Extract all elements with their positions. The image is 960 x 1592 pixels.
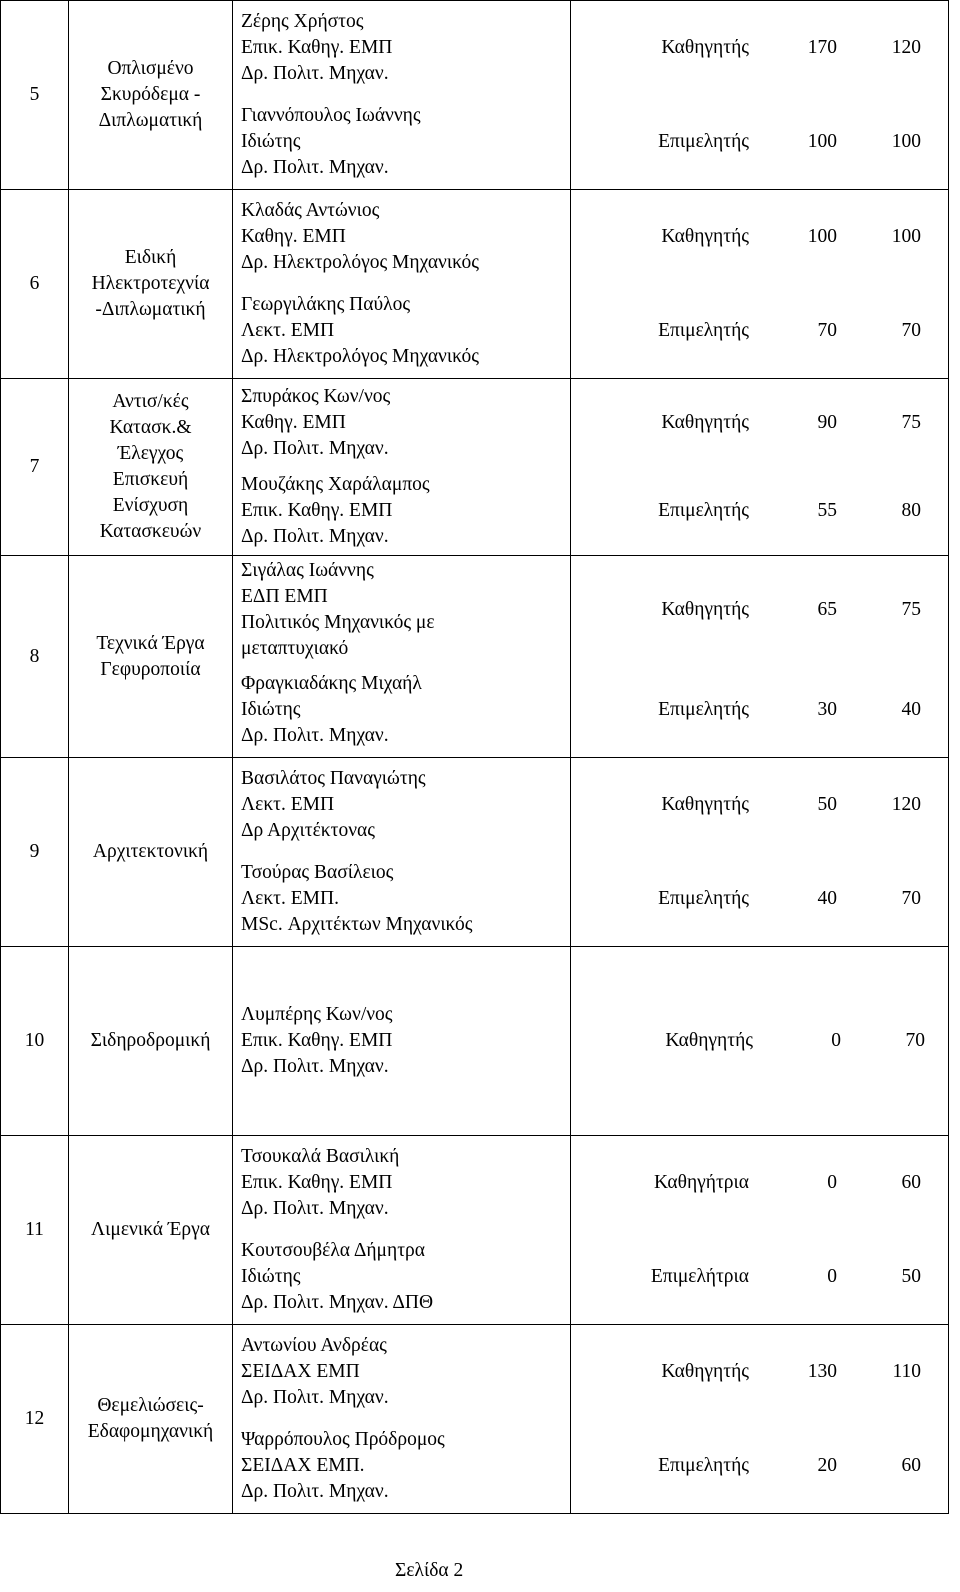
- position-entry: [571, 379, 948, 467]
- instructor-entry: [233, 556, 570, 663]
- table-row: [1, 1, 949, 190]
- instructor-entry: [233, 852, 570, 946]
- instructor-line: Σιγάλας Ιωάννης: [241, 559, 374, 581]
- table-row: [1, 1325, 949, 1514]
- position-title: Καθηγητής: [661, 598, 749, 620]
- course-name: [69, 1, 233, 190]
- position-entry: [571, 556, 948, 663]
- instructor-line: Καθηγ. ΕΜΠ: [241, 412, 346, 433]
- row-number: 12: [1, 1325, 69, 1514]
- course-line: Οπλισμένο: [107, 58, 194, 79]
- row-number: 6: [1, 190, 69, 379]
- instructor-line: Σπυράκος Κων/νος: [241, 386, 391, 407]
- instructor-line: MSc. Αρχιτέκτων Μηχανικός: [241, 914, 473, 935]
- position-entry: [571, 467, 948, 555]
- instructor-line: Δρ. Ηλεκτρολόγος Μηχανικός: [241, 346, 479, 367]
- course-line: Εδαφομηχανική: [87, 1421, 214, 1442]
- course-name: [69, 556, 233, 758]
- instructor-line: Δρ. Πολιτ. Μηχαν. ΔΠΘ: [241, 1292, 434, 1313]
- course-name: [69, 190, 233, 379]
- row-number: 7: [1, 379, 69, 556]
- position-entry: [571, 947, 948, 1135]
- instructor-line: Ιδιώτης: [241, 131, 301, 152]
- row-number: 9: [1, 758, 69, 947]
- position-entry: [571, 1419, 948, 1513]
- instructor-entry: [233, 1230, 570, 1324]
- instructor-entry: [233, 467, 570, 555]
- value-a: 90: [817, 412, 837, 433]
- course-name: [69, 947, 233, 1136]
- position-entry: [571, 758, 948, 852]
- instructor-line: Δρ. Πολιτ. Μηχαν.: [241, 725, 389, 746]
- position-title: Καθηγητής: [661, 412, 749, 433]
- course-line: Επισκευή: [112, 469, 189, 490]
- instructor-entry: [233, 1325, 570, 1419]
- position-title: Καθηγητής: [661, 37, 749, 58]
- position-entry: [571, 663, 948, 757]
- value-b: 100: [891, 226, 921, 247]
- position-title: Καθηγητής: [665, 1030, 753, 1051]
- instructor-line: Πολιτικός Μηχανικός με: [241, 611, 435, 633]
- instructor-line: Δρ. Πολιτ. Μηχαν.: [241, 63, 389, 84]
- instructor-entry: [233, 284, 570, 378]
- instructor-line: Δρ. Πολιτ. Μηχαν.: [241, 438, 389, 459]
- value-a: 20: [817, 1455, 837, 1476]
- value-a: 0: [827, 1266, 837, 1287]
- position-cell: [571, 947, 949, 1136]
- position-cell: [571, 1136, 949, 1325]
- position-cell: [571, 379, 949, 556]
- value-b: 60: [901, 1172, 921, 1193]
- instructor-line: ΕΔΠ ΕΜΠ: [241, 585, 328, 607]
- value-b: 60: [901, 1455, 921, 1476]
- position-entry: [571, 284, 948, 378]
- position-title: Επιμελητής: [658, 320, 749, 341]
- value-b: 75: [901, 598, 921, 620]
- instructor-line: Λεκτ. ΕΜΠ.: [241, 888, 339, 909]
- value-a: 170: [807, 37, 837, 58]
- table-row: [1, 947, 949, 1136]
- instructor-line: Τσούρας Βασίλειος: [241, 862, 394, 883]
- instructor-line: Ιδιώτης: [241, 1266, 301, 1287]
- table-row: [1, 1136, 949, 1325]
- instructor-line: Επικ. Καθηγ. ΕΜΠ: [241, 1030, 393, 1051]
- value-a: 65: [817, 598, 837, 620]
- instructor-cell: [233, 190, 571, 379]
- instructor-line: μεταπτυχιακό: [241, 637, 349, 659]
- course-line: Ηλεκτροτεχνία: [91, 273, 210, 294]
- instructor-line: Δρ. Πολιτ. Μηχαν.: [241, 1387, 389, 1408]
- position-cell: [571, 758, 949, 947]
- course-line: Διπλωματική: [98, 110, 203, 131]
- instructor-entry: [233, 947, 570, 1135]
- position-cell: [571, 1, 949, 190]
- instructor-cell: [233, 758, 571, 947]
- course-name: [69, 1325, 233, 1514]
- course-name: [69, 758, 233, 947]
- table-row: [1, 379, 949, 556]
- row-number: 10: [1, 947, 69, 1136]
- value-a: 0: [831, 1030, 841, 1051]
- value-b: 120: [891, 37, 921, 58]
- position-entry: [571, 1230, 948, 1324]
- position-entry: [571, 1136, 948, 1230]
- position-entry: [571, 95, 948, 189]
- value-a: 50: [817, 794, 837, 815]
- course-line: Κατασκευών: [99, 521, 202, 542]
- course-line: Ενίσχυση: [112, 495, 189, 516]
- course-line: Σιδηροδρομική: [90, 1030, 211, 1051]
- instructor-line: Γεωργιλάκης Παύλος: [241, 294, 411, 315]
- position-title: Καθηγητής: [661, 1361, 749, 1382]
- value-b: 50: [901, 1266, 921, 1287]
- instructor-line: Κλαδάς Αντώνιος: [241, 200, 380, 221]
- instructor-line: Ζέρης Χρήστος: [241, 11, 364, 32]
- instructor-line: Λεκτ. ΕΜΠ: [241, 320, 335, 341]
- instructor-line: Λεκτ. ΕΜΠ: [241, 794, 335, 815]
- instructor-line: Επικ. Καθηγ. ΕΜΠ: [241, 500, 393, 521]
- instructor-line: Γιαννόπουλος Ιωάννης: [241, 105, 421, 126]
- instructor-cell: [233, 1325, 571, 1514]
- instructor-entry: [233, 1136, 570, 1230]
- value-b: 100: [891, 131, 921, 152]
- course-name: [69, 1136, 233, 1325]
- value-b: 110: [892, 1361, 921, 1382]
- value-b: 120: [891, 794, 921, 815]
- row-number: 8: [1, 556, 69, 758]
- instructor-line: Κουτσουβέλα Δήμητρα: [241, 1240, 425, 1261]
- instructor-cell: [233, 947, 571, 1136]
- course-line: Έλεγχος: [117, 443, 184, 464]
- row-number: 5: [1, 1, 69, 190]
- position-title: Επιμελήτρια: [650, 1266, 749, 1287]
- instructor-entry: [233, 663, 570, 757]
- position-title: Καθηγήτρια: [654, 1172, 749, 1193]
- position-title: Επιμελητής: [658, 888, 749, 909]
- value-a: 55: [817, 500, 837, 521]
- table-row: [1, 190, 949, 379]
- instructor-line: Βασιλάτος Παναγιώτης: [241, 768, 426, 789]
- course-line: Ειδική: [124, 247, 177, 268]
- instructor-line: Δρ. Πολιτ. Μηχαν.: [241, 1481, 389, 1502]
- value-a: 70: [817, 320, 837, 341]
- course-line: Τεχνικά Έργα: [96, 632, 205, 654]
- value-b: 70: [901, 320, 921, 341]
- position-entry: [571, 1, 948, 95]
- instructor-line: Δρ. Πολιτ. Μηχαν.: [241, 526, 389, 547]
- instructor-line: Δρ. Πολιτ. Μηχαν.: [241, 1198, 389, 1219]
- instructor-line: Δρ. Ηλεκτρολόγος Μηχανικός: [241, 252, 479, 273]
- value-a: 0: [827, 1172, 837, 1193]
- instructor-line: Τσουκαλά Βασιλική: [241, 1146, 400, 1167]
- course-line: -Διπλωματική: [95, 299, 206, 320]
- course-line: Σκυρόδεμα -: [100, 84, 201, 105]
- position-title: Καθηγητής: [661, 226, 749, 247]
- value-b: 40: [901, 699, 921, 720]
- course-name: [69, 379, 233, 556]
- instructor-line: Δρ. Πολιτ. Μηχαν.: [241, 157, 389, 178]
- position-entry: [571, 190, 948, 284]
- value-b: 70: [905, 1030, 925, 1051]
- instructor-line: Επικ. Καθηγ. ΕΜΠ: [241, 1172, 393, 1193]
- course-line: Γεφυροποιία: [100, 658, 201, 680]
- position-title: Επιμελητής: [658, 500, 749, 521]
- value-a: 100: [807, 226, 837, 247]
- instructor-entry: [233, 1419, 570, 1513]
- position-title: Επιμελητής: [658, 1455, 749, 1476]
- instructor-entry: [233, 758, 570, 852]
- page-number: Σελίδα 2: [395, 1560, 464, 1581]
- instructor-line: Δρ. Πολιτ. Μηχαν.: [241, 1056, 389, 1077]
- instructor-cell: [233, 556, 571, 758]
- instructor-line: ΣΕΙΔΑΧ ΕΜΠ: [241, 1361, 360, 1382]
- position-cell: [571, 190, 949, 379]
- instructor-line: Αντωνίου Ανδρέας: [241, 1335, 387, 1356]
- instructor-line: Καθηγ. ΕΜΠ: [241, 226, 346, 247]
- position-title: Επιμελητής: [658, 131, 749, 152]
- instructor-cell: [233, 379, 571, 556]
- instructor-entry: [233, 95, 570, 189]
- instructor-line: Φραγκιαδάκης Μιχαήλ: [241, 673, 422, 694]
- value-b: 70: [901, 888, 921, 909]
- row-number: 11: [1, 1136, 69, 1325]
- course-line: Θεμελιώσεις-: [97, 1395, 204, 1416]
- course-line: Αρχιτεκτονική: [92, 841, 209, 862]
- position-cell: [571, 1325, 949, 1514]
- instructor-entry: [233, 1, 570, 95]
- instructor-entry: [233, 379, 570, 467]
- instructor-line: Ιδιώτης: [241, 699, 301, 720]
- course-line: Λιμενικά Έργα: [91, 1219, 210, 1240]
- value-b: 80: [901, 500, 921, 521]
- value-a: 130: [807, 1361, 837, 1382]
- position-cell: [571, 556, 949, 758]
- instructor-line: Μουζάκης Χαράλαμπος: [241, 474, 430, 495]
- instructor-line: Επικ. Καθηγ. ΕΜΠ: [241, 37, 393, 58]
- value-a: 30: [817, 699, 837, 720]
- instructor-line: ΣΕΙΔΑΧ ΕΜΠ.: [241, 1455, 365, 1476]
- instructor-line: Δρ Αρχιτέκτονας: [241, 820, 375, 841]
- instructor-entry: [233, 190, 570, 284]
- position-title: Επιμελητής: [658, 699, 749, 720]
- value-b: 75: [901, 412, 921, 433]
- instructor-cell: [233, 1136, 571, 1325]
- table-row: [1, 556, 949, 758]
- value-a: 100: [807, 131, 837, 152]
- table-row: [1, 758, 949, 947]
- instructor-line: Ψαρρόπουλος Πρόδρομος: [241, 1429, 445, 1450]
- instructor-line: Λυμπέρης Κων/νος: [241, 1004, 393, 1025]
- position-title: Καθηγητής: [661, 794, 749, 815]
- value-a: 40: [817, 888, 837, 909]
- position-entry: [571, 852, 948, 946]
- course-line: Κατασκ.&: [109, 417, 192, 438]
- position-entry: [571, 1325, 948, 1419]
- instructor-cell: [233, 1, 571, 190]
- course-line: Αντισ/κές: [112, 391, 189, 412]
